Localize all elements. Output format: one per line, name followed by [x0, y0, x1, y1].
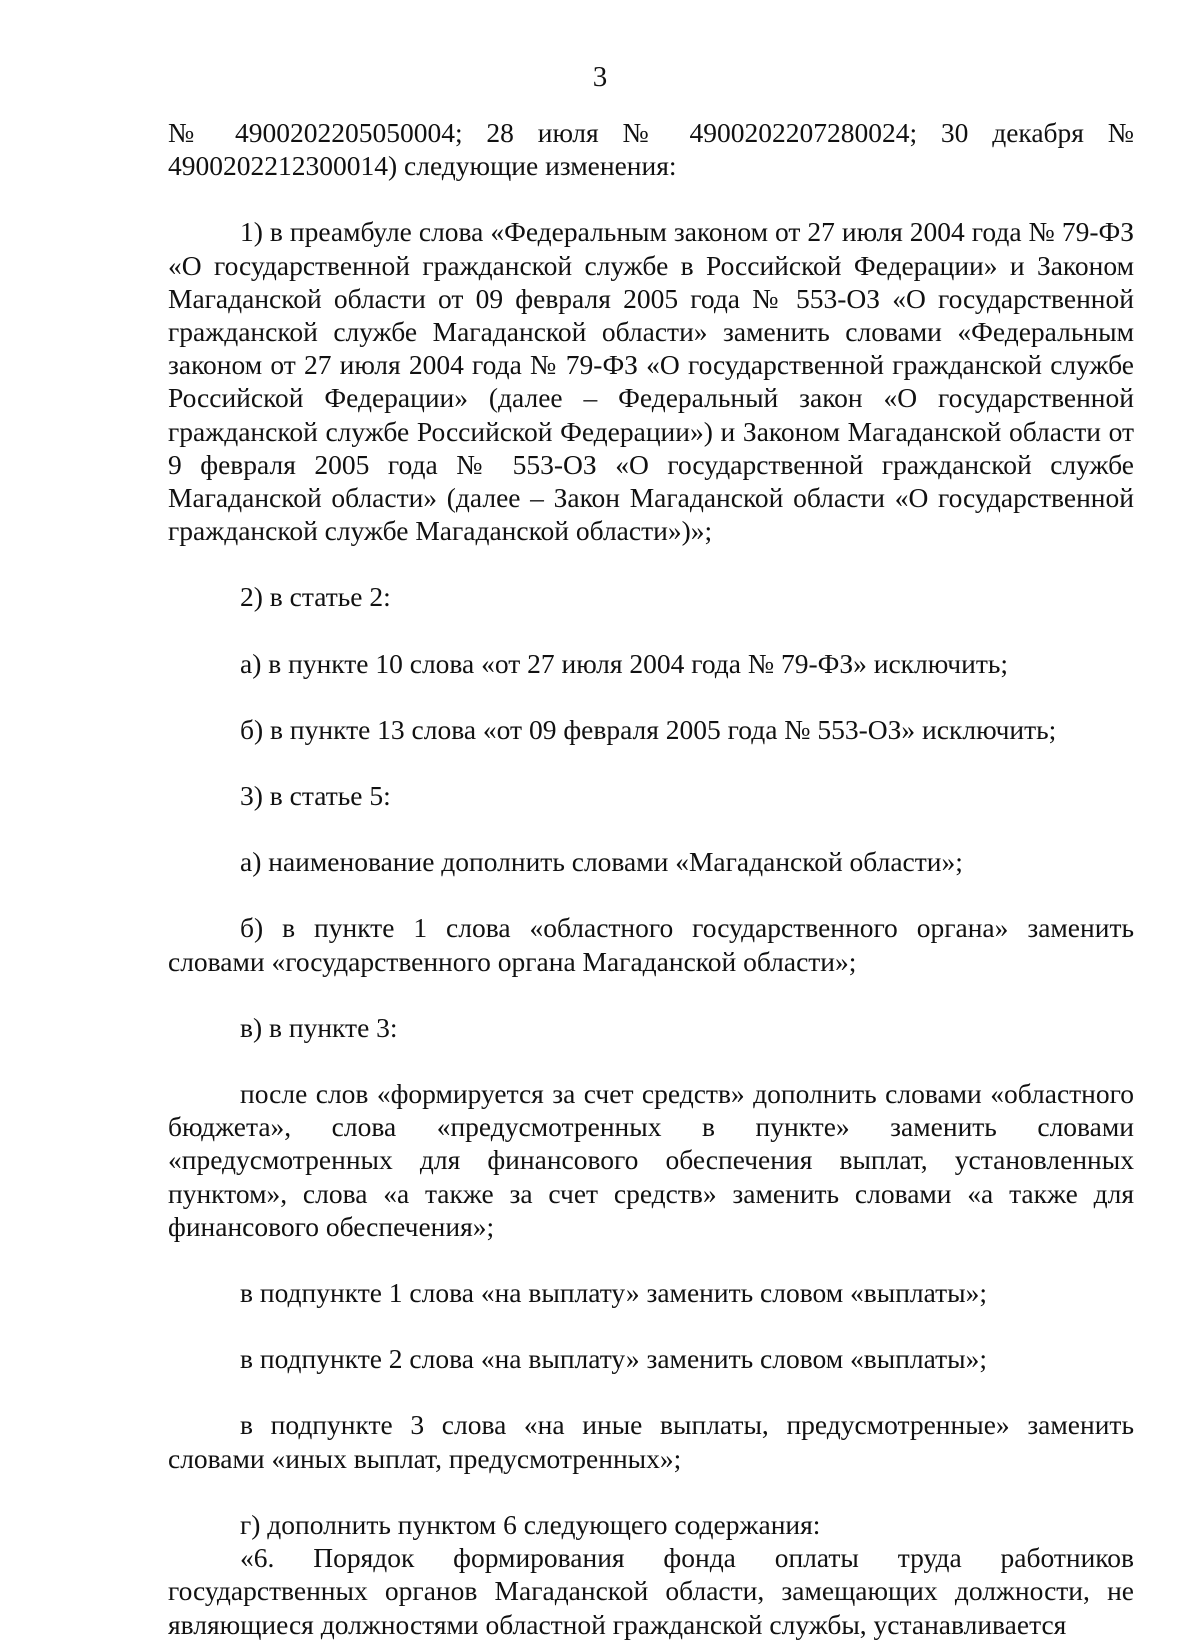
- document-body: [168, 116, 1134, 1641]
- paragraph-item-3v: в) в пункте 3:: [240, 1011, 398, 1043]
- paragraph-subitem-2: в подпункте 2 слова «на выплату» заменить словом «выплаты»;: [240, 1343, 988, 1375]
- paragraph-subitem-3: в подпункте 3 слова «на иные выплаты, предусмотренные» заменить словами «иных выплат, предусмотренных»;: [168, 1409, 1134, 1474]
- paragraph-point-6: «6. Порядок формирования фонда оплаты труда работников государственных органов Магаданской области, замещающих должности, не являющиеся должностями областной гражданской службы, устанавливается: [168, 1542, 1134, 1640]
- paragraph-subitem-1: в подпункте 1 слова «на выплату» заменить словом «выплаты»;: [240, 1277, 988, 1309]
- paragraph-item-2a: а) в пункте 10 слова «от 27 июля 2004 года № 79-ФЗ» исключить;: [240, 647, 1009, 679]
- paragraph-item-3g: г) дополнить пунктом 6 следующего содержания:: [240, 1508, 821, 1540]
- paragraph-item-2b: б) в пункте 13 слова «от 09 февраля 2005 года № 553-ОЗ» исключить;: [240, 713, 1057, 745]
- paragraph-after-words: после слов «формируется за счет средств» дополнить словами «областного бюджета», слова «предусмотренных в пункте» заменить словами «предусмотренных для финансового обеспечения выплат, установленных пунктом», слова «а также за счет средств» заменить словами «а также для финансового обеспечения»;: [168, 1078, 1134, 1242]
- paragraph-item-3b: б) в пункте 1 слова «областного государственного органа» заменить словами «государственного органа Магаданской области»;: [168, 912, 1134, 977]
- paragraph-registration-numbers: № 4900202205050004; 28 июля № 4900202207280024; 30 декабря № 4900202212300014) следующие изменения:: [168, 117, 1134, 182]
- paragraph-item-3-article-5: 3) в статье 5:: [240, 780, 391, 812]
- page-number: 3: [592, 61, 608, 93]
- paragraph-item-2-article-2: 2) в статье 2:: [240, 581, 391, 613]
- paragraph-item-3a: а) наименование дополнить словами «Магаданской области»;: [240, 846, 963, 878]
- paragraph-item-1-preamble: 1) в преамбуле слова «Федеральным законом от 27 июля 2004 года № 79-ФЗ «О государственной гражданской службе в Российской Федерации» и Законом Магаданской области от 09 февраля 2005 года № 553-ОЗ «О государственной гражданской службе Магаданской области» заменить словами «Федеральным законом от 27 июля 2004 года № 79-ФЗ «О государственной гражданской службе Российской Федерации» (далее – Федеральный закон «О государственной гражданской службе Российской Федерации») и Законом Магаданской области от 9 февраля 2005 года № 553-ОЗ «О государственной гражданской службе Магаданской области» (далее – Закон Магаданской области «О государственной гражданской службе Магаданской области»)»;: [168, 216, 1134, 547]
